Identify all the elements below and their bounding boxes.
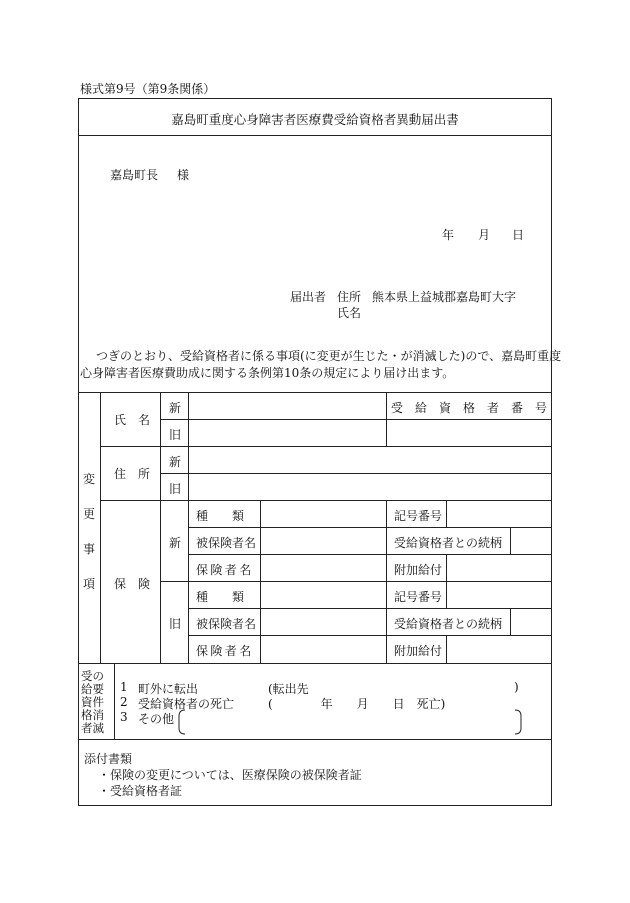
col-ins-v1 [446,500,447,527]
loss-bottom [78,739,552,740]
ins-new-type-label: 種 類 [196,509,245,523]
name-new-label: 新 [169,401,182,415]
statement-line1: つぎのとおり、受給資格者に係る事項(に変更が生じた・が消滅した)ので、嘉島町重度 [96,349,562,363]
loss-item-2-detail[interactable]: ( 年 月 日 死亡) [268,697,446,711]
ins-new-relationship-label: 受給資格者との続柄 [394,536,503,550]
row-ins-1 [188,527,552,528]
frame-right [551,98,552,806]
name-label: 氏 名 [114,413,151,427]
ins-old-insured-label: 被保険者名 [196,617,257,631]
loss-label-2: 給要 [81,682,104,696]
changes-label-2: 更 [83,507,96,521]
col-ins-v3 [446,554,447,581]
insurance-label: 保 険 [114,577,151,591]
loss-item-2-label: 受給資格者の死亡 [138,697,235,711]
col-label [160,392,161,663]
ins-new-benefit-label: 附加給付 [394,563,443,577]
loss-item-3-label: その他 [138,712,175,726]
col-ins-v2 [510,527,511,554]
applicant-address-label: 住所 [337,290,362,304]
col-section [100,392,101,663]
loss-label-3: 資件 [81,695,104,709]
loss-item-1-num: 1 [120,680,128,694]
col-ins-v6 [446,635,447,663]
date-year[interactable]: 年 [442,228,455,242]
loss-item-3-num: 3 [120,710,128,724]
loss-item-2-num: 2 [120,695,128,709]
col-ins-v5 [510,608,511,635]
statement-line2: 心身障害者医療費助成に関する条例第10条の規定により届け出ます。 [80,366,455,380]
applicant-label: 届出者 [290,290,327,304]
insurance-new-label: 新 [169,536,182,550]
loss-item-1-detail[interactable]: (転出先 [268,682,309,696]
row-ins-5 [188,635,552,636]
row-name-mid [160,419,552,420]
row-ins-4 [188,608,552,609]
applicant-name-label: 氏名 [337,306,362,320]
changes-label-1: 変 [83,472,96,486]
date-day[interactable]: 日 [512,228,525,242]
changes-label-3: 事 [83,542,96,556]
insurance-old-label: 旧 [169,617,182,631]
date-month[interactable]: 月 [478,228,491,242]
recipient-number-label: 受 給 資 格 者 番 号 [390,401,547,415]
loss-label-5: 者滅 [81,721,104,735]
changes-top [78,392,552,393]
frame-top [78,98,552,99]
loss-item-1-label: 町外に転出 [138,682,199,696]
loss-label-4: 格消 [81,708,104,722]
form-number: 様式第9号（第9条関係） [80,82,216,96]
ins-old-symbol-label: 記号番号 [394,590,443,604]
form-title: 嘉島町重度心身障害者医療費受給資格者異動届出書 [171,112,459,127]
name-old-label: 旧 [169,428,182,442]
address-new-label: 新 [169,455,182,469]
addressee-name: 嘉島町長 [110,168,159,182]
col-ins-v4 [446,581,447,608]
ins-old-benefit-label: 附加給付 [394,644,443,658]
ins-old-insurer-label: 保険者名 [196,644,254,658]
row-name-bottom [100,446,552,447]
ins-new-symbol-label: 記号番号 [394,509,443,523]
row-ins-2 [188,554,552,555]
frame-left [78,98,79,806]
loss-item-1-close: ) [514,680,519,694]
other-bracket[interactable] [176,708,524,736]
address-label: 住 所 [114,467,151,481]
ins-new-insurer-label: 保険者名 [196,563,254,577]
attachment-item-2: ・受給資格者証 [98,784,183,798]
ins-new-insured-label: 被保険者名 [196,536,257,550]
changes-bottom [78,663,552,664]
loss-col [114,663,115,739]
row-address-mid [160,473,552,474]
address-old-label: 旧 [169,482,182,496]
attachments-title: 添付書類 [84,752,133,766]
row-ins-3 [160,581,552,582]
ins-old-type-label: 種 類 [196,590,245,604]
attachment-item-1: ・保険の変更については、医療保険の被保険者証 [98,768,362,782]
title-divider [78,135,552,136]
loss-label-1: 受の [81,669,104,683]
ins-old-relationship-label: 受給資格者との続柄 [394,617,503,631]
applicant-address-value[interactable]: 熊本県上益城郡嘉島町大字 [372,290,517,304]
row-address-bottom [100,500,552,501]
frame-bottom [78,805,552,806]
addressee-honorific: 様 [177,168,190,182]
changes-label-4: 項 [83,577,96,591]
